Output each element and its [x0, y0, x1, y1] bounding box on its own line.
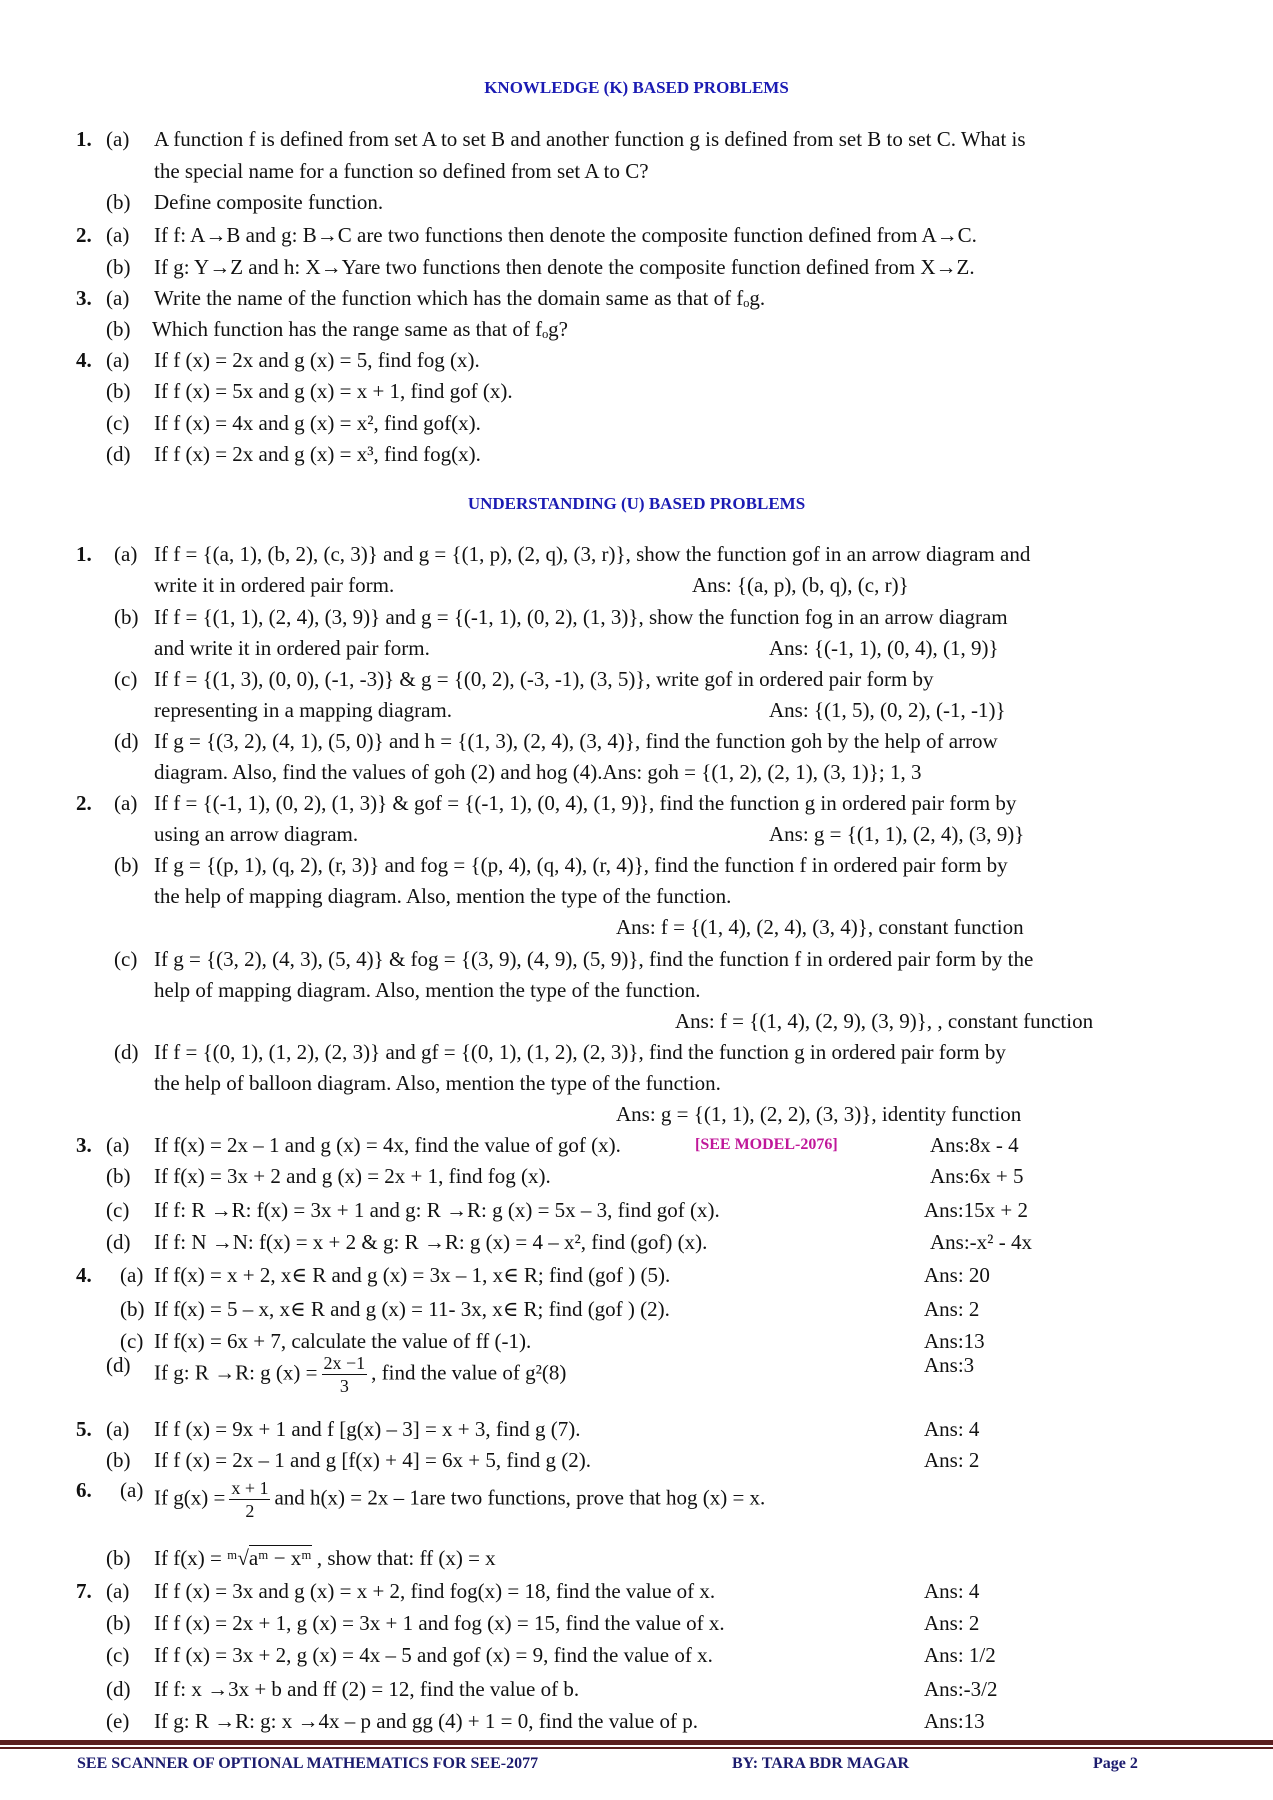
answer: Ans: 2	[924, 1297, 980, 1321]
question-text	[154, 441, 481, 467]
question-text	[154, 1070, 721, 1096]
footer-title: SEE SCANNER OF OPTIONAL MATHEMATICS FOR SEE-2077	[77, 1755, 539, 1772]
problem-number: 6.	[76, 1478, 92, 1502]
fraction	[229, 1477, 270, 1522]
problem-line	[0, 977, 1273, 1003]
question-text	[154, 1477, 765, 1522]
sub-question-label: (d)	[114, 1040, 139, 1064]
answer: Ans: 20	[924, 1263, 990, 1287]
radicand: aᵐ − xᵐ	[248, 1546, 312, 1570]
problem-number: 5.	[76, 1417, 92, 1441]
problem-number: 1.	[76, 542, 92, 566]
problem-line	[0, 1132, 1273, 1158]
numerator: x + 1	[231, 1478, 269, 1498]
problem-line	[0, 1262, 1273, 1288]
problem-line	[0, 1070, 1273, 1096]
answer: Ans: g = {(1, 1), (2, 4), (3, 9)}	[769, 822, 1025, 846]
question-text-main: If f (x) = 4x and g (x) = x², find gof(x).	[154, 411, 481, 435]
question-text	[154, 821, 358, 847]
question-text	[152, 316, 568, 342]
question-text-main: If f(x) = 5 – x, x∈ R and g (x) = 11- 3x, x∈ R; find (gof ) (2).	[154, 1297, 670, 1321]
question-text	[154, 604, 1008, 630]
question-text-main: If f (x) = 3x + 2, g (x) = 4x – 5 and gof (x) = 9, find the value of x.	[154, 1643, 713, 1667]
problem-number: 2.	[76, 223, 92, 247]
problem-line	[0, 189, 1273, 215]
problem-line	[0, 852, 1273, 878]
question-text-main: If f: x →3x + b and ff (2) = 12, find the value of b.	[154, 1677, 580, 1701]
question-text-main: using an arrow diagram.	[154, 822, 359, 846]
question-text-main: Write the name of the function which has the domain same as that of fₒg.	[154, 286, 766, 310]
sub-question-label: (a)	[106, 1133, 130, 1157]
question-text	[154, 126, 1026, 152]
question-text	[154, 852, 1008, 878]
question-text	[154, 1352, 566, 1397]
answer: Ans: 4	[924, 1417, 980, 1441]
question-text	[154, 1578, 715, 1604]
question-text-main: If f (x) = 5x and g (x) = x + 1, find gof (x).	[154, 379, 513, 403]
question-text-main: If f = {(1, 3), (0, 0), (-1, -3)} & g = {(0, 2), (-3, -1), (3, 5)}, write gof in ordered pair form by	[154, 667, 934, 691]
question-text	[154, 189, 383, 215]
question-text-main: Which function has the range same as that of fₒg?	[152, 317, 568, 341]
question-text-rest: , find the value of g²(8)	[371, 1360, 567, 1385]
problem-line	[0, 635, 1273, 661]
answer: Ans:-3/2	[924, 1677, 998, 1701]
problem-line	[0, 1416, 1273, 1442]
sub-question-label: (b)	[114, 853, 139, 877]
question-text	[154, 1328, 531, 1354]
question-text	[154, 1296, 670, 1322]
question-text-main: help of mapping diagram. Also, mention the type of the function.	[154, 978, 701, 1002]
problem-line	[0, 1296, 1273, 1322]
question-text-main: If f (x) = 2x – 1 and g [f(x) + 4] = 6x + 5, find g (2).	[154, 1448, 591, 1472]
problem-number: 1.	[76, 127, 92, 151]
problem-line	[0, 821, 1273, 847]
problem-number: 3.	[76, 286, 92, 310]
problem-line	[0, 1229, 1273, 1255]
sub-question-label: (d)	[106, 442, 131, 466]
answer: Ans:8x - 4	[930, 1133, 1019, 1157]
question-text	[154, 1229, 707, 1255]
question-text	[154, 1447, 591, 1473]
question-text-main: If f (x) = 9x + 1 and f [g(x) – 3] = x + 3, find g (7).	[154, 1417, 581, 1441]
sub-question-label: (a)	[106, 1579, 130, 1603]
question-text-main: If f = {(a, 1), (b, 2), (c, 3)} and g = {(1, p), (2, q), (3, r)}, show the function gof in an arrow diagram and	[154, 542, 1031, 566]
problem-line	[0, 790, 1273, 816]
question-text-main: If f (x) = 2x + 1, g (x) = 3x + 1 and fog (x) = 15, find the value of x.	[154, 1611, 725, 1635]
sub-question-label: (b)	[106, 255, 131, 279]
answer: Ans: 4	[924, 1579, 980, 1603]
problem-line	[0, 759, 1273, 785]
footer-page-number: Page 2	[1093, 1755, 1138, 1772]
answer: Ans: 1/2	[924, 1643, 996, 1667]
question-text-main: If f: A→B and g: B→C are two functions then denote the composite function defined from A→C.	[154, 223, 977, 247]
sub-question-label: (c)	[106, 1198, 130, 1222]
question-text-main: the help of mapping diagram. Also, mention the type of the function.	[154, 884, 732, 908]
question-text	[154, 697, 452, 723]
sub-question-label: (a)	[114, 542, 138, 566]
problem-line	[0, 1352, 1273, 1396]
answer: Ans: f = {(1, 4), (2, 4), (3, 4)}, constant function	[616, 915, 1024, 939]
question-text-main: If g = {(3, 2), (4, 3), (5, 4)} & fog = {(3, 9), (4, 9), (5, 9)}, find the function f in ordered pair form by the	[154, 947, 1034, 971]
question-text-main: If f(x) = ᵐ√	[154, 1546, 249, 1570]
sub-question-label: (a)	[106, 348, 130, 372]
question-text-main: the special name for a function so defined from set A to C?	[154, 159, 649, 183]
sub-question-label: (b)	[106, 1448, 131, 1472]
answer: Ans: {(-1, 1), (0, 4), (1, 9)}	[769, 636, 999, 660]
question-text	[154, 1416, 580, 1442]
question-text-rest: , show that: ff (x) = x	[311, 1546, 496, 1570]
answer: Ans: g = {(1, 1), (2, 2), (3, 3)}, identity function	[616, 1102, 1022, 1126]
answer: Ans: f = {(1, 4), (2, 9), (3, 9)}, , constant function	[675, 1009, 1094, 1033]
problem-number: 4.	[76, 1263, 92, 1287]
question-text-main: If g: R →R: g (x) =	[154, 1360, 318, 1385]
answer: Ans: 2	[924, 1611, 980, 1635]
sub-question-label: (c)	[106, 411, 130, 435]
sub-question-label: (c)	[120, 1329, 144, 1353]
understanding-heading: UNDERSTANDING (U) BASED PROBLEMS	[467, 494, 806, 513]
sub-question-label: (d)	[114, 729, 139, 753]
sub-question-label: (b)	[106, 1164, 131, 1188]
problem-line	[0, 1039, 1273, 1065]
answer: Ans: 2	[924, 1448, 980, 1472]
knowledge-heading: KNOWLEDGE (K) BASED PROBLEMS	[484, 78, 789, 97]
footer-author: BY: TARA BDR MAGAR	[732, 1755, 910, 1772]
question-text-main: If f(x) = 6x + 7, calculate the value of ff (-1).	[154, 1329, 532, 1353]
problem-line	[0, 604, 1273, 630]
question-text-main: If f (x) = 3x and g (x) = x + 2, find fog(x) = 18, find the value of x.	[154, 1579, 716, 1603]
problem-line	[0, 1642, 1273, 1668]
question-text-main: diagram. Also, find the values of goh (2) and hog (4).Ans: goh = {(1, 2), (2, 1), (3, 1)}; 1, 3	[154, 760, 922, 784]
problem-number: 4.	[76, 348, 92, 372]
sub-question-label: (b)	[120, 1297, 145, 1321]
problem-line	[0, 1610, 1273, 1636]
question-text-main: If f: R →R: f(x) = 3x + 1 and g: R →R: g (x) = 5x – 3, find gof (x).	[154, 1198, 720, 1222]
question-text	[154, 1610, 725, 1636]
problem-number: 3.	[76, 1133, 92, 1157]
question-text	[154, 1197, 720, 1223]
question-text	[154, 1132, 621, 1158]
question-text	[154, 410, 481, 436]
question-text	[154, 572, 394, 598]
problem-line	[0, 222, 1273, 248]
sub-question-label: (b)	[106, 317, 131, 341]
sub-question-label: (a)	[106, 223, 130, 247]
sub-question-label: (a)	[106, 286, 130, 310]
problem-line	[0, 883, 1273, 909]
problem-line	[0, 1708, 1273, 1734]
question-text-main: If f: N →N: f(x) = x + 2 & g: R →R: g (x) = 4 – x², find (gof) (x).	[154, 1230, 708, 1254]
problem-line	[0, 1328, 1273, 1354]
problem-line	[0, 410, 1273, 436]
problem-line	[0, 946, 1273, 972]
question-text	[154, 946, 1033, 972]
problem-line	[0, 666, 1273, 692]
sub-question-label: (c)	[114, 667, 138, 691]
question-text-main: If g(x) =	[154, 1485, 226, 1510]
question-text-main: representing in a mapping diagram.	[154, 698, 452, 722]
answer: Ans:-x² - 4x	[930, 1230, 1032, 1254]
question-text	[154, 635, 430, 661]
problem-line	[0, 254, 1273, 280]
question-text	[154, 541, 1030, 567]
question-text-main: If f = {(-1, 1), (0, 2), (1, 3)} & gof = {(-1, 1), (0, 4), (1, 9)}, find the function g in ordered pair form by	[154, 791, 1017, 815]
answer: Ans:13	[924, 1329, 985, 1353]
question-text	[154, 977, 700, 1003]
problem-line	[0, 1101, 1273, 1127]
problem-line	[0, 728, 1273, 754]
problem-line	[0, 158, 1273, 184]
see-model-tag: [SEE MODEL-2076]	[695, 1136, 838, 1153]
footer-rule-thin	[0, 1747, 1273, 1749]
problem-line	[0, 1676, 1273, 1702]
question-text	[154, 759, 921, 785]
question-text	[154, 347, 480, 373]
sub-question-label: (b)	[106, 379, 131, 403]
sub-question-label: (e)	[106, 1709, 130, 1733]
numerator: 2x −1	[323, 1353, 366, 1373]
question-text-main: If g: Y→Z and h: X→Yare two functions then denote the composite function defined from X→Z.	[154, 255, 975, 279]
sub-question-label: (d)	[106, 1677, 131, 1701]
question-text	[154, 1642, 713, 1668]
denominator: 2	[245, 1501, 255, 1521]
sub-question-label: (b)	[106, 1546, 131, 1570]
sub-question-label: (a)	[114, 791, 138, 815]
question-text	[154, 285, 765, 311]
answer: Ans:15x + 2	[924, 1198, 1029, 1222]
question-text-main: write it in ordered pair form.	[154, 573, 395, 597]
sub-question-label: (b)	[106, 190, 131, 214]
problem-line	[0, 1578, 1273, 1604]
question-text	[154, 158, 649, 184]
sub-question-label: (d)	[106, 1353, 131, 1377]
question-text-main: If g = {(p, 1), (q, 2), (r, 3)} and fog = {(p, 4), (q, 4), (r, 4)}, find the function f in ordered pair form by	[154, 853, 1008, 877]
problem-number: 2.	[76, 791, 92, 815]
question-text	[154, 790, 1016, 816]
problem-line	[0, 1545, 1273, 1571]
question-text	[154, 1708, 698, 1734]
problem-line	[0, 572, 1273, 598]
answer: Ans:6x + 5	[930, 1164, 1024, 1188]
problem-line	[0, 378, 1273, 404]
question-text-main: A function f is defined from set A to set B and another function g is defined from set B to set C. What is	[154, 127, 1026, 151]
problem-line	[0, 541, 1273, 567]
answer: Ans:13	[924, 1709, 985, 1733]
question-text	[154, 254, 975, 280]
sub-question-label: (c)	[114, 947, 138, 971]
problem-line	[0, 285, 1273, 311]
problem-line	[0, 1163, 1273, 1189]
answer: Ans: {(a, p), (b, q), (c, r)}	[692, 573, 909, 597]
question-text	[154, 1676, 579, 1702]
problem-line	[0, 697, 1273, 723]
problem-line	[0, 1477, 1273, 1521]
question-text-main: If f(x) = 3x + 2 and g (x) = 2x + 1, find fog (x).	[154, 1164, 551, 1188]
footer-rule	[0, 1740, 1273, 1745]
problem-line	[0, 1008, 1273, 1034]
sub-question-label: (c)	[106, 1643, 130, 1667]
question-text	[154, 728, 998, 754]
question-text	[154, 1039, 1006, 1065]
sub-question-label: (d)	[106, 1230, 131, 1254]
sub-question-label: (a)	[106, 1417, 130, 1441]
question-text	[154, 1262, 670, 1288]
sub-question-label: (b)	[106, 1611, 131, 1635]
question-text-main: If f (x) = 2x and g (x) = x³, find fog(x).	[154, 442, 481, 466]
problem-line	[0, 1197, 1273, 1223]
answer: Ans:3	[924, 1353, 975, 1377]
question-text-main: If f(x) = 2x – 1 and g (x) = 4x, find the value of gof (x).	[154, 1133, 621, 1157]
question-text	[154, 883, 731, 909]
question-text-main: Define composite function.	[154, 190, 384, 214]
answer: Ans: {(1, 5), (0, 2), (-1, -1)}	[769, 698, 1006, 722]
problem-line	[0, 347, 1273, 373]
problem-line	[0, 1447, 1273, 1473]
fraction	[322, 1352, 368, 1397]
sub-question-label: (a)	[120, 1478, 144, 1502]
question-text	[154, 666, 934, 692]
question-text	[154, 1163, 551, 1189]
question-text	[154, 378, 513, 404]
sub-question-label: (a)	[120, 1263, 144, 1287]
question-text	[154, 1545, 496, 1571]
sub-question-label: (a)	[106, 127, 130, 151]
question-text-main: If f = {(1, 1), (2, 4), (3, 9)} and g = {(-1, 1), (0, 2), (1, 3)}, show the function fog in an arrow diagram	[154, 605, 1008, 629]
problem-line	[0, 914, 1273, 940]
question-text-main: If f (x) = 2x and g (x) = 5, find fog (x).	[154, 348, 480, 372]
sub-question-label: (b)	[114, 605, 139, 629]
problem-number: 7.	[76, 1579, 92, 1603]
question-text	[154, 222, 977, 248]
denominator: 3	[339, 1376, 349, 1396]
question-text-main: the help of balloon diagram. Also, mention the type of the function.	[154, 1071, 721, 1095]
question-text-main: If g: R →R: g: x →4x – p and gg (4) + 1 = 0, find the value of p.	[154, 1709, 698, 1733]
question-text-main: If g = {(3, 2), (4, 1), (5, 0)} and h = {(1, 3), (2, 4), (3, 4)}, find the function goh by the help of arrow	[154, 729, 998, 753]
problem-line	[0, 126, 1273, 152]
question-text-main: and write it in ordered pair form.	[154, 636, 430, 660]
problem-line	[0, 441, 1273, 467]
question-text-main: If f = {(0, 1), (1, 2), (2, 3)} and gf = {(0, 1), (1, 2), (2, 3)}, find the function g in ordered pair form by	[154, 1040, 1006, 1064]
question-text-rest: and h(x) = 2x – 1are two functions, prove that hog (x) = x.	[274, 1485, 766, 1510]
problem-line	[0, 316, 1273, 342]
question-text-main: If f(x) = x + 2, x∈ R and g (x) = 3x – 1, x∈ R; find (gof ) (5).	[154, 1263, 671, 1287]
